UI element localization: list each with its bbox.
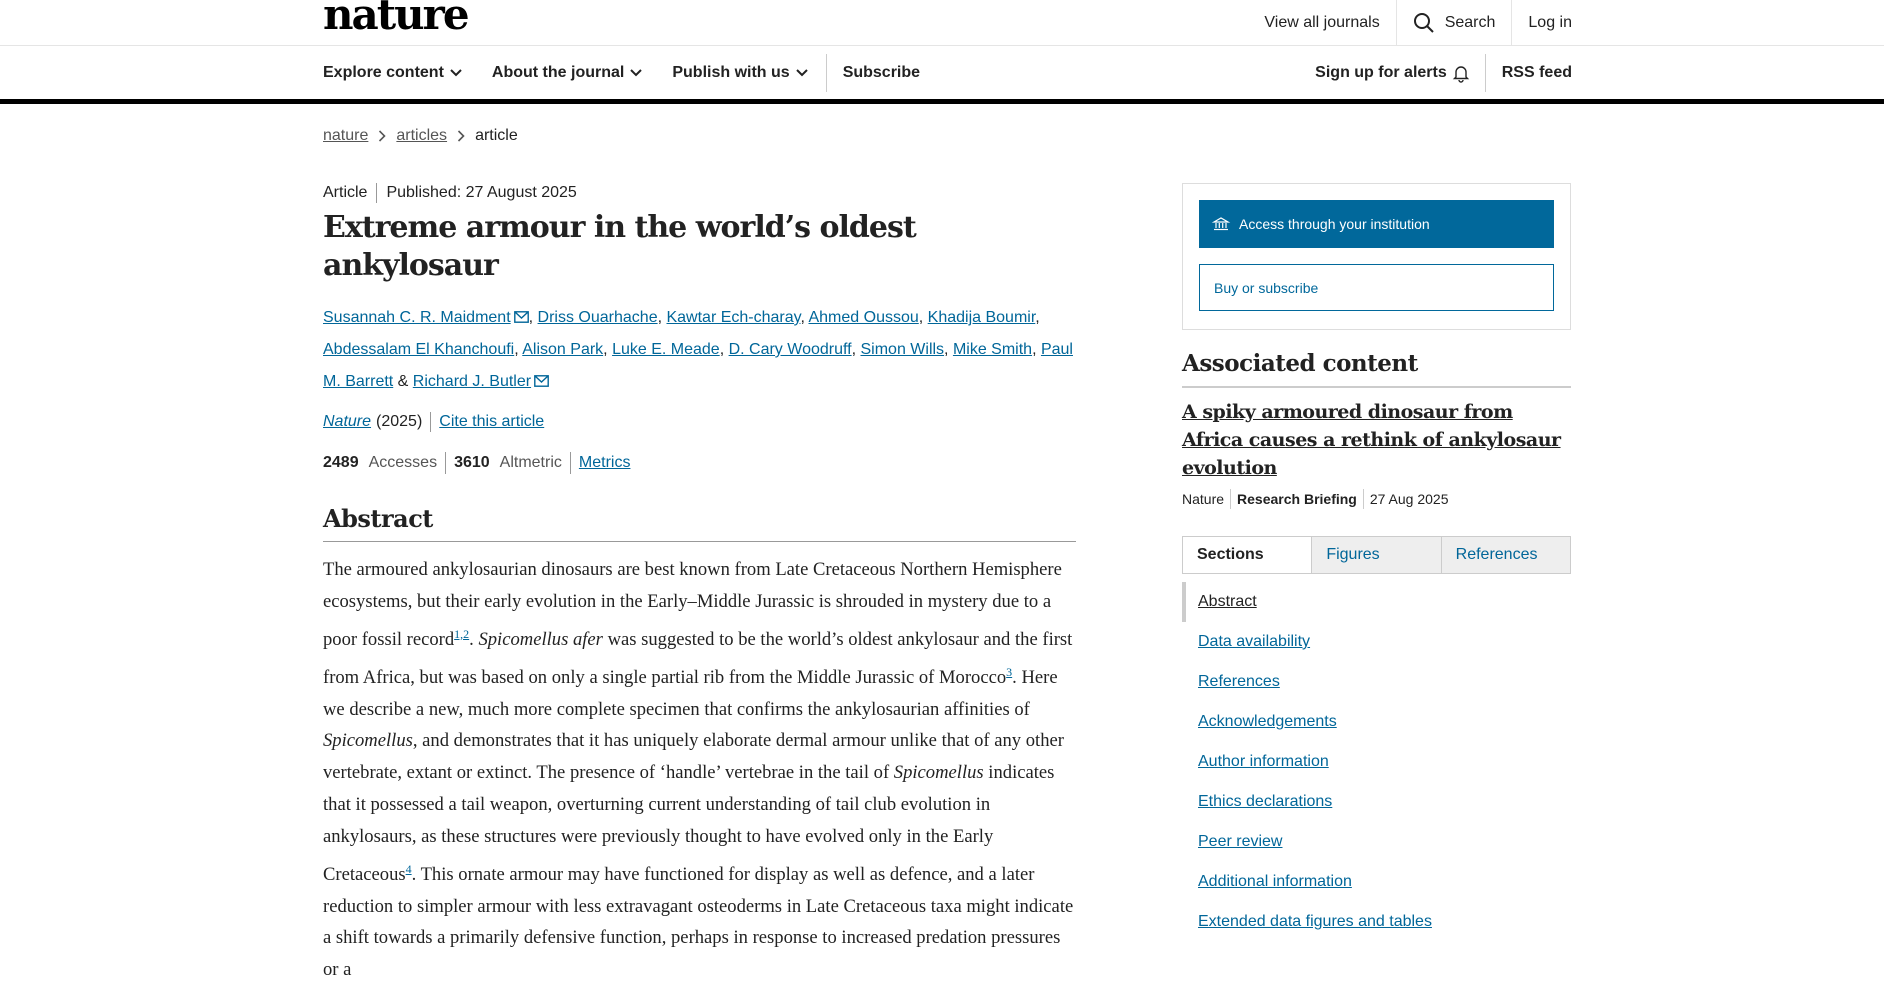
section-item-additional-info bbox=[1182, 862, 1571, 902]
nav-explore-label: Explore content bbox=[323, 63, 444, 81]
tab-sections[interactable]: Sections bbox=[1183, 537, 1311, 573]
divider bbox=[1230, 489, 1231, 509]
nav-right bbox=[1299, 46, 1572, 99]
divider bbox=[570, 452, 571, 474]
reference-link[interactable]: 3 bbox=[1006, 664, 1013, 679]
author-link[interactable]: Khadija Boumir bbox=[927, 309, 1036, 326]
article-metrics bbox=[323, 452, 1076, 474]
chevron-down-icon bbox=[796, 69, 808, 77]
nav-publish-with-us[interactable] bbox=[672, 64, 807, 82]
search-button[interactable] bbox=[1397, 0, 1512, 46]
access-institution-button[interactable] bbox=[1199, 200, 1554, 248]
login-link[interactable]: Log in bbox=[1528, 14, 1572, 31]
section-list bbox=[1182, 582, 1571, 942]
institution-icon bbox=[1213, 217, 1229, 231]
metrics-link[interactable]: Metrics bbox=[578, 454, 631, 471]
chevron-down-icon bbox=[450, 69, 462, 77]
access-institution-label: Access through your institution bbox=[1239, 216, 1430, 232]
divider bbox=[445, 452, 446, 474]
reference-link[interactable]: 4 bbox=[405, 861, 412, 876]
author-link[interactable]: Ahmed Oussou bbox=[808, 309, 919, 326]
author-link[interactable]: Abdessalam El Khanchoufi bbox=[323, 341, 515, 358]
top-bar bbox=[0, 0, 1884, 46]
section-item-author-information bbox=[1182, 742, 1571, 782]
author-link[interactable]: Mike Smith bbox=[952, 341, 1033, 358]
divider bbox=[1363, 489, 1364, 509]
divider bbox=[430, 412, 431, 432]
journal-citation bbox=[323, 412, 1076, 432]
author-link[interactable]: Richard J. Butler bbox=[412, 373, 532, 390]
section-link[interactable]: Data availability bbox=[1198, 633, 1311, 650]
tab-references[interactable]: References bbox=[1441, 537, 1570, 573]
associated-article-link[interactable]: A spiky armoured dinosaur from Africa causes a rethink of ankylosaur evolution bbox=[1182, 401, 1561, 479]
rss-feed-link[interactable]: RSS feed bbox=[1501, 63, 1572, 81]
abstract-text: The armoured ankylosaurian dinosaurs are best known from Late Cretaceous Northern Hemisphere ecosystems, but their early evolution in the Early–Middle Jurassic is shrouded in mystery due to a poor fossil record$^{1,2}$. Spicomellus afer was suggested to be the world’s oldest ankylosaur and the first from Africa, but was based on only a single partial rib from the Middle Jurassic of Morocco$^3$. Here we describe a new, much more complete specimen that confirms the ankylosaurian affinities of Spicomellus, and demonstrates that it has uniquely elaborate dermal armour unlike that of any other vertebrate, extant or extinct. The presence of ‘handle’ vertebrae in the tail of Spicomellus indicates that it possessed a tail weapon, overturning current understanding of tail club evolution in ankylosaurs, as these structures were previously thought to have evolved only in the Early Cretaceous$^4$. This ornate armour may have functioned for display as well as defence, and a later reduction to simpler armour with less extravagant osteoderms in Late Cretaceous taxa might indicate a shift towards a primarily defensive function, perhaps in response to increased predation pressures or a bbox=[323, 559, 1074, 981]
nav-about-journal[interactable] bbox=[492, 64, 642, 82]
abstract-heading: Abstract bbox=[323, 504, 1076, 542]
section-item-data-availability bbox=[1182, 622, 1571, 662]
sign-up-alerts-link[interactable] bbox=[1299, 64, 1485, 82]
section-link[interactable]: Abstract bbox=[1198, 593, 1257, 610]
accesses-count: 2489 bbox=[323, 454, 359, 471]
search-label: Search bbox=[1444, 14, 1496, 31]
published-date: Published: 27 August 2025 bbox=[386, 184, 577, 201]
view-all-journals-link[interactable]: View all journals bbox=[1264, 14, 1380, 31]
associated-date: 27 Aug 2025 bbox=[1369, 491, 1449, 507]
chevron-down-icon bbox=[630, 69, 642, 77]
section-link[interactable]: Acknowledgements bbox=[1198, 713, 1337, 730]
section-item-extended-data bbox=[1182, 902, 1571, 942]
chevron-right-icon bbox=[457, 130, 465, 142]
section-item-acknowledgements bbox=[1182, 702, 1571, 742]
section-link[interactable]: Extended data figures and tables bbox=[1198, 913, 1432, 930]
tab-figures[interactable]: Figures bbox=[1311, 537, 1440, 573]
main-nav bbox=[0, 46, 1884, 104]
section-tabs bbox=[1182, 536, 1571, 574]
article-type: Article bbox=[323, 184, 368, 201]
journal-year: (2025) bbox=[376, 413, 423, 430]
author-link[interactable]: D. Cary Woodruff bbox=[728, 341, 852, 358]
nav-subscribe[interactable]: Subscribe bbox=[842, 63, 921, 81]
associated-content-heading: Associated content bbox=[1182, 350, 1571, 388]
bell-icon bbox=[1453, 64, 1469, 82]
article-title: Extreme armour in the world’s oldest ankylosaur bbox=[323, 210, 916, 283]
section-link[interactable]: Author information bbox=[1198, 753, 1329, 770]
altmetric-label: Altmetric bbox=[499, 454, 562, 471]
section-item-abstract bbox=[1182, 582, 1571, 622]
section-link[interactable]: Additional information bbox=[1198, 873, 1352, 890]
associated-type: Research Briefing bbox=[1237, 491, 1357, 507]
buy-subscribe-button[interactable]: Buy or subscribe bbox=[1199, 264, 1554, 311]
author-link[interactable]: Susannah C. R. Maidment bbox=[323, 309, 511, 326]
nav-explore-content[interactable] bbox=[323, 64, 462, 82]
search-icon bbox=[1413, 12, 1435, 34]
divider bbox=[376, 183, 377, 203]
breadcrumb-current: article bbox=[475, 127, 518, 144]
mail-icon[interactable] bbox=[534, 375, 549, 387]
author-link[interactable]: Alison Park bbox=[522, 341, 604, 358]
top-links bbox=[1248, 0, 1572, 46]
author-link[interactable]: Paul M. Barrett bbox=[323, 341, 1073, 390]
section-item-peer-review bbox=[1182, 822, 1571, 862]
article-meta bbox=[323, 183, 1076, 203]
associated-journal: Nature bbox=[1182, 491, 1225, 507]
altmetric-count: 3610 bbox=[454, 454, 490, 471]
author-link[interactable]: Luke E. Meade bbox=[612, 341, 720, 358]
reference-link[interactable]: 1,2 bbox=[454, 626, 470, 641]
sidebar bbox=[1182, 183, 1571, 942]
access-box bbox=[1182, 183, 1571, 330]
section-link[interactable]: References bbox=[1198, 673, 1280, 690]
article-main bbox=[323, 183, 1076, 986]
breadcrumb bbox=[323, 127, 518, 145]
cite-article-link[interactable]: Cite this article bbox=[439, 413, 545, 430]
nav-publish-label: Publish with us bbox=[672, 63, 790, 81]
section-item-references bbox=[1182, 662, 1571, 702]
alerts-label: Sign up for alerts bbox=[1315, 63, 1447, 81]
breadcrumb-nature[interactable]: nature bbox=[323, 127, 369, 144]
author-link[interactable]: Kawtar Ech-charay bbox=[666, 309, 801, 326]
mail-icon[interactable] bbox=[514, 311, 529, 323]
author-link[interactable]: Driss Ouarhache bbox=[537, 309, 658, 326]
journal-link[interactable]: Nature bbox=[323, 413, 372, 430]
nav-about-label: About the journal bbox=[491, 63, 625, 81]
accesses-label: Accesses bbox=[368, 454, 438, 471]
chevron-right-icon bbox=[378, 130, 386, 142]
section-link[interactable]: Peer review bbox=[1198, 833, 1283, 850]
author-link[interactable]: Simon Wills bbox=[860, 341, 945, 358]
breadcrumb-articles[interactable]: articles bbox=[396, 127, 448, 144]
author-list: Susannah C. R. Maidment , Driss Ouarhache, Kawtar Ech-charay, Ahmed Oussou, Khadija Boumir, Abdessalam El Khanchoufi, Alison Park, Luke E. Meade, D. Cary Woodruff, Simon Wills, Mike Smith, Paul M. Barrett & Richard J. Butler bbox=[323, 309, 1073, 390]
section-item-ethics bbox=[1182, 782, 1571, 822]
nav-left bbox=[323, 46, 950, 99]
section-link[interactable]: Ethics declarations bbox=[1198, 793, 1333, 810]
associated-meta bbox=[1182, 489, 1571, 509]
nature-logo[interactable]: nature bbox=[323, 0, 468, 39]
divider bbox=[826, 54, 827, 92]
